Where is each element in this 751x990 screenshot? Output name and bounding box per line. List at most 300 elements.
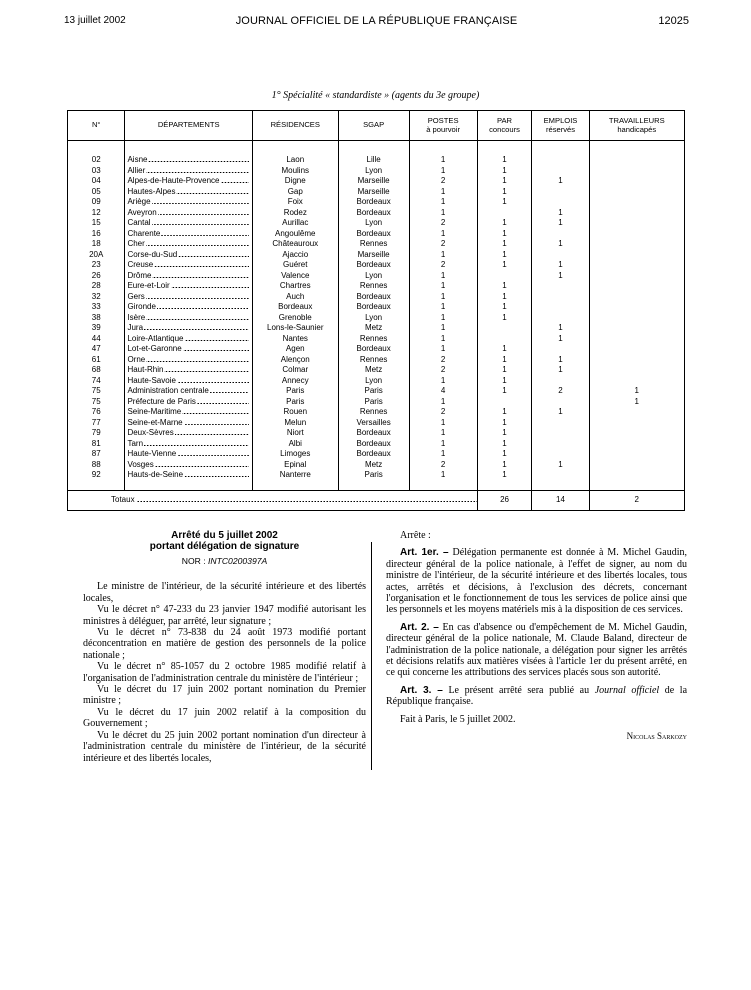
cell-dept	[125, 460, 252, 471]
leader-dots	[152, 271, 248, 278]
col-header-trav-l2: handicapés	[617, 124, 657, 134]
cell-emplois	[532, 281, 589, 292]
cell-sgap: Bordeaux	[338, 449, 409, 460]
article-1-text: Délégation permanente est donnée à M. Michel Gaudin, directeur général de la police nationale, à l'effet de signer, au nom du ministre de l'intérieur, de la sécurité intérieure et des libertés locales, tous actes, arrêtés et décisions, à l'exclusion des décrets, concernant l'organisation et le fonctionnement de tous les services de police ainsi que les personnels et les moyens matériels mis à la disposition de ces services.	[386, 547, 687, 616]
cell-num: 44	[68, 334, 125, 345]
cell-residence: Alençon	[252, 355, 338, 366]
header-journal-title: JOURNAL OFFICIEL DE LA RÉPUBLIQUE FRANÇAISE	[235, 15, 518, 27]
col-header-trav	[589, 111, 684, 141]
cell-concours: 1	[477, 239, 532, 250]
cell-postes: 1	[409, 166, 477, 177]
table-row	[68, 397, 685, 408]
cell-sgap: Rennes	[338, 355, 409, 366]
leader-dots	[221, 176, 249, 183]
cell-concours	[477, 397, 532, 408]
cell-emplois	[532, 376, 589, 387]
dept-name: Haute-Savoie	[127, 375, 176, 385]
cell-concours: 1	[477, 281, 532, 292]
cell-num: 28	[68, 281, 125, 292]
leader-dots	[178, 250, 249, 257]
cell-sgap: Lyon	[338, 218, 409, 229]
cell-emplois	[532, 344, 589, 355]
table-row	[68, 470, 685, 481]
leader-dots	[154, 260, 249, 267]
leader-dots	[184, 470, 249, 477]
cell-postes: 1	[409, 418, 477, 429]
cell-residence: Lons-le-Saunier	[252, 323, 338, 334]
cell-residence: Rodez	[252, 208, 338, 219]
col-header-residence: RÉSIDENCES	[252, 111, 338, 141]
cell-postes: 1	[409, 334, 477, 345]
cell-residence: Colmar	[252, 365, 338, 376]
cell-num: 16	[68, 229, 125, 240]
cell-residence: Nanterre	[252, 470, 338, 481]
cell-concours: 1	[477, 176, 532, 187]
cell-postes: 2	[409, 407, 477, 418]
cell-trav	[589, 271, 684, 282]
cell-num: 09	[68, 197, 125, 208]
cell-sgap: Bordeaux	[338, 229, 409, 240]
cell-sgap: Paris	[338, 386, 409, 397]
cell-trav	[589, 439, 684, 450]
cell-sgap: Bordeaux	[338, 439, 409, 450]
cell-residence: Bordeaux	[252, 302, 338, 313]
decree-title-line2: portant délégation de signature	[149, 541, 300, 552]
cell-residence: Annecy	[252, 376, 338, 387]
cell-postes: 1	[409, 323, 477, 334]
table-row	[68, 292, 685, 303]
cell-dept	[125, 187, 252, 198]
nor-label: NOR :	[181, 556, 206, 566]
table-row	[68, 386, 685, 397]
cell-concours: 1	[477, 155, 532, 166]
table-row	[68, 428, 685, 439]
cell-residence: Paris	[252, 397, 338, 408]
leader-dots	[176, 187, 248, 194]
cell-emplois: 1	[532, 218, 589, 229]
cell-concours: 1	[477, 460, 532, 471]
cell-residence: Moulins	[252, 166, 338, 177]
cell-residence: Niort	[252, 428, 338, 439]
decree-paragraph: Vu le décret n° 47-233 du 23 janvier 1947 modifié autorisant les ministres à déléguer, par arrêté, leur signature ;	[83, 604, 366, 627]
leader-dots	[158, 208, 249, 215]
cell-sgap: Bordeaux	[338, 208, 409, 219]
dept-name: Charente	[127, 228, 161, 238]
leader-dots	[185, 334, 249, 341]
cell-sgap: Metz	[338, 460, 409, 471]
leader-dots	[146, 292, 249, 299]
cell-dept	[125, 166, 252, 177]
cell-trav	[589, 166, 684, 177]
cell-residence: Gap	[252, 187, 338, 198]
table-row	[68, 302, 685, 313]
leader-dots	[210, 386, 249, 393]
leader-dots	[152, 197, 249, 204]
cell-emplois	[532, 187, 589, 198]
col-header-postes-l2: à pourvoir	[426, 124, 460, 134]
cell-emplois	[532, 250, 589, 261]
leader-dots	[152, 218, 249, 225]
cell-trav	[589, 218, 684, 229]
dept-name: Hautes-Alpes	[127, 186, 176, 196]
cell-emplois	[532, 292, 589, 303]
cell-residence: Auch	[252, 292, 338, 303]
cell-postes: 1	[409, 428, 477, 439]
cell-trav	[589, 418, 684, 429]
cell-dept	[125, 365, 252, 376]
table-row	[68, 271, 685, 282]
decree-paragraph: Vu le décret du 17 juin 2002 relatif à la composition du Gouvernement ;	[83, 706, 366, 730]
table-row	[68, 460, 685, 471]
cell-postes: 1	[409, 470, 477, 481]
cell-trav	[589, 407, 684, 418]
cell-residence: Epinal	[252, 460, 338, 471]
cell-emplois	[532, 197, 589, 208]
cell-postes: 1	[409, 292, 477, 303]
cell-emplois: 1	[532, 208, 589, 219]
cell-emplois: 1	[532, 460, 589, 471]
article-1	[386, 547, 687, 615]
cell-postes: 1	[409, 397, 477, 408]
cell-dept	[125, 218, 252, 229]
cell-emplois	[532, 449, 589, 460]
cell-postes: 1	[409, 302, 477, 313]
cell-emplois: 1	[532, 239, 589, 250]
cell-sgap: Rennes	[338, 281, 409, 292]
cell-residence: Melun	[252, 418, 338, 429]
cell-sgap: Lyon	[338, 313, 409, 324]
dept-name: Préfecture de Paris	[127, 396, 196, 406]
table-row	[68, 449, 685, 460]
article-2	[386, 622, 687, 679]
leader-dots	[146, 166, 249, 173]
cell-dept	[125, 355, 252, 366]
decree-paragraph: Vu le décret n° 73-838 du 24 août 1973 modifié portant déconcentration en matière de gestion des personnels de la police nationale ;	[83, 627, 366, 661]
cell-dept	[125, 397, 252, 408]
cell-num: 05	[68, 187, 125, 198]
cell-emplois: 1	[532, 407, 589, 418]
dept-name: Corse-du-Sud	[127, 249, 178, 259]
col-header-concours	[477, 111, 532, 141]
cell-trav	[589, 208, 684, 219]
cell-num: 20A	[68, 250, 125, 261]
cell-residence: Chartres	[252, 281, 338, 292]
cell-num: 61	[68, 355, 125, 366]
cell-sgap: Bordeaux	[338, 302, 409, 313]
cell-emplois: 1	[532, 365, 589, 376]
header-page-number: 12025	[658, 15, 689, 27]
cell-concours: 1	[477, 250, 532, 261]
cell-dept	[125, 229, 252, 240]
table-row	[68, 281, 685, 292]
dept-name: Deux-Sèvres	[127, 428, 174, 437]
table-row	[68, 313, 685, 324]
article-3	[386, 685, 687, 708]
decree-paragraph: Vu le décret du 25 juin 2002 portant nomination d'un directeur à l'administration centrale du ministère de l'intérieur, de la sécurité intérieure et des libertés locales,	[83, 729, 366, 764]
cell-sgap: Versailles	[338, 418, 409, 429]
cell-postes: 2	[409, 239, 477, 250]
column-divider	[371, 542, 372, 770]
cell-emplois: 1	[532, 334, 589, 345]
cell-concours: 1	[477, 260, 532, 271]
cell-sgap: Bordeaux	[338, 260, 409, 271]
cell-postes: 1	[409, 155, 477, 166]
table-end-spacer-row	[68, 481, 685, 491]
cell-concours	[477, 334, 532, 345]
cell-trav	[589, 250, 684, 261]
cell-postes: 1	[409, 344, 477, 355]
dept-name: Alpes-de-Haute-Provence	[127, 176, 220, 185]
cell-sgap: Lille	[338, 155, 409, 166]
cell-postes: 4	[409, 386, 477, 397]
decree-title-line1: Arrêté du 5 juillet 2002	[171, 530, 278, 541]
cell-num: 74	[68, 376, 125, 387]
table-row	[68, 355, 685, 366]
cell-emplois	[532, 439, 589, 450]
cell-num: 26	[68, 271, 125, 282]
cell-trav	[589, 470, 684, 481]
dept-name: Cher	[127, 239, 145, 248]
decree-left-column	[83, 530, 366, 764]
cell-dept	[125, 376, 252, 387]
cell-concours: 1	[477, 376, 532, 387]
cell-concours: 1	[477, 229, 532, 240]
cell-concours: 1	[477, 418, 532, 429]
dept-name: Aveyron	[127, 207, 157, 217]
cell-trav	[589, 355, 684, 366]
cell-num: 92	[68, 470, 125, 481]
cell-sgap: Bordeaux	[338, 428, 409, 439]
cell-postes: 1	[409, 208, 477, 219]
cell-dept	[125, 418, 252, 429]
cell-residence: Aurillac	[252, 218, 338, 229]
cell-concours: 1	[477, 218, 532, 229]
dept-name: Seine-et-Marne	[127, 417, 183, 427]
cell-concours: 1	[477, 355, 532, 366]
cell-concours: 1	[477, 197, 532, 208]
leader-dots	[177, 376, 249, 383]
cell-sgap: Rennes	[338, 407, 409, 418]
cell-postes: 2	[409, 460, 477, 471]
cell-trav	[589, 260, 684, 271]
article-3-label: Art. 3. –	[400, 684, 443, 696]
leader-dots	[161, 229, 249, 236]
cell-num: 76	[68, 407, 125, 418]
table-row	[68, 218, 685, 229]
cell-emplois	[532, 302, 589, 313]
cell-sgap: Lyon	[338, 271, 409, 282]
dept-name: Seine-Maritime	[127, 407, 182, 416]
leader-dots	[148, 155, 248, 162]
cell-trav	[589, 344, 684, 355]
cell-emplois	[532, 166, 589, 177]
leader-dots	[157, 302, 249, 309]
table-row	[68, 176, 685, 187]
cell-residence: Valence	[252, 271, 338, 282]
total-leader-dots	[137, 495, 477, 502]
cell-trav: 1	[589, 386, 684, 397]
total-emplois: 14	[532, 490, 589, 510]
dept-name: Lot-et-Garonne	[127, 344, 182, 353]
col-header-emplois-l1: EMPLOIS	[543, 116, 578, 126]
col-header-postes-l1: POSTES	[427, 116, 459, 126]
leader-dots	[184, 418, 249, 425]
cell-sgap: Metz	[338, 365, 409, 376]
dept-name: Gironde	[127, 302, 156, 311]
cell-dept	[125, 271, 252, 282]
cell-postes: 2	[409, 218, 477, 229]
table-row	[68, 334, 685, 345]
total-travailleurs: 2	[589, 490, 684, 510]
cell-trav	[589, 449, 684, 460]
article-3-journal: Journal officiel	[594, 684, 660, 696]
cell-emplois: 1	[532, 271, 589, 282]
total-label-cell	[68, 490, 478, 510]
leader-dots	[146, 313, 249, 320]
col-header-emplois	[532, 111, 589, 141]
decree-paragraph: Vu le décret n° 85-1057 du 2 octobre 1985 modifié relatif à l'organisation de l'administration centrale du ministère de l'intérieur ;	[83, 661, 366, 684]
cell-postes: 1	[409, 313, 477, 324]
cell-emplois	[532, 155, 589, 166]
cell-trav	[589, 323, 684, 334]
col-header-dept: DÉPARTEMENTS	[125, 111, 252, 141]
decree-right-column	[386, 530, 687, 743]
cell-concours: 1	[477, 439, 532, 450]
dept-name: Cantal	[127, 218, 151, 227]
decree-paragraph: Le ministre de l'intérieur, de la sécurité intérieure et des libertés locales,	[83, 581, 366, 604]
nor-value: INTC0200397A	[208, 556, 268, 566]
total-label: Totaux	[111, 494, 135, 504]
table-row	[68, 407, 685, 418]
cell-postes: 2	[409, 176, 477, 187]
cell-sgap: Paris	[338, 470, 409, 481]
cell-postes: 1	[409, 281, 477, 292]
decree-arrete: Arrête :	[400, 530, 431, 541]
leader-dots	[164, 365, 248, 372]
leader-dots	[144, 323, 249, 330]
cell-trav	[589, 428, 684, 439]
cell-concours: 1	[477, 470, 532, 481]
cell-dept	[125, 197, 252, 208]
cell-residence: Agen	[252, 344, 338, 355]
leader-dots	[144, 439, 249, 446]
dept-name: Administration centrale	[127, 386, 209, 395]
cell-emplois: 1	[532, 355, 589, 366]
cell-postes: 1	[409, 229, 477, 240]
table-spacer-row	[68, 141, 685, 156]
departments-table	[67, 110, 685, 511]
cell-sgap: Bordeaux	[338, 344, 409, 355]
table-row	[68, 344, 685, 355]
cell-trav	[589, 229, 684, 240]
cell-num: 79	[68, 428, 125, 439]
cell-sgap: Lyon	[338, 166, 409, 177]
article-2-label: Art. 2. –	[400, 621, 439, 633]
cell-emplois	[532, 428, 589, 439]
table-row	[68, 260, 685, 271]
dept-name: Eure-et-Loir	[127, 281, 170, 290]
table-row	[68, 239, 685, 250]
table-row	[68, 250, 685, 261]
col-header-concours-l1: PAR	[496, 116, 513, 126]
cell-emplois	[532, 313, 589, 324]
cell-trav	[589, 176, 684, 187]
cell-residence: Ajaccio	[252, 250, 338, 261]
cell-dept	[125, 250, 252, 261]
cell-trav	[589, 155, 684, 166]
cell-trav	[589, 292, 684, 303]
cell-residence: Nantes	[252, 334, 338, 345]
dept-name: Allier	[127, 165, 146, 175]
cell-trav	[589, 197, 684, 208]
cell-trav	[589, 302, 684, 313]
cell-trav	[589, 239, 684, 250]
table-row	[68, 208, 685, 219]
leader-dots	[155, 460, 249, 467]
cell-num: 18	[68, 239, 125, 250]
cell-sgap: Bordeaux	[338, 292, 409, 303]
cell-concours: 1	[477, 344, 532, 355]
cell-dept	[125, 208, 252, 219]
table-row	[68, 166, 685, 177]
cell-concours: 1	[477, 428, 532, 439]
leader-dots	[146, 239, 249, 246]
cell-emplois	[532, 229, 589, 240]
decree-fait: Fait à Paris, le 5 juillet 2002.	[400, 713, 516, 725]
cell-concours: 1	[477, 365, 532, 376]
dept-name: Drôme	[127, 270, 152, 280]
cell-postes: 1	[409, 250, 477, 261]
cell-num: 77	[68, 418, 125, 429]
cell-num: 12	[68, 208, 125, 219]
cell-dept	[125, 239, 252, 250]
table-row	[68, 197, 685, 208]
dept-name: Jura	[127, 323, 144, 332]
cell-num: 15	[68, 218, 125, 229]
cell-num: 47	[68, 344, 125, 355]
table-row	[68, 418, 685, 429]
cell-emplois	[532, 418, 589, 429]
cell-concours: 1	[477, 386, 532, 397]
cell-residence: Foix	[252, 197, 338, 208]
dept-name: Ariège	[127, 197, 151, 206]
table-row	[68, 229, 685, 240]
cell-num: 75	[68, 397, 125, 408]
cell-concours: 1	[477, 302, 532, 313]
cell-trav	[589, 281, 684, 292]
cell-trav	[589, 187, 684, 198]
table-row	[68, 376, 685, 387]
cell-dept	[125, 323, 252, 334]
table-header-row	[68, 111, 685, 141]
cell-trav: 1	[589, 397, 684, 408]
dept-name: Creuse	[127, 260, 154, 269]
dept-name: Aisne	[127, 155, 148, 164]
cell-trav	[589, 313, 684, 324]
article-2-text: En cas d'absence ou d'empêchement de M. Michel Gaudin, directeur général de la police nationale, M. Claude Baland, directeur de l'administration de la police nationale, a délégation pour signer les arrêtés et décisions relatifs aux matières visées à l'article 1er du présent arrêté, en ce qui concerne les attributions des services placés sous son autorité.	[386, 621, 688, 679]
cell-postes: 1	[409, 187, 477, 198]
cell-residence: Paris	[252, 386, 338, 397]
cell-residence: Châteauroux	[252, 239, 338, 250]
cell-dept	[125, 407, 252, 418]
cell-concours: 1	[477, 407, 532, 418]
cell-residence: Albi	[252, 439, 338, 450]
cell-emplois: 1	[532, 260, 589, 271]
header-date: 13 juillet 2002	[64, 15, 126, 26]
cell-emplois: 2	[532, 386, 589, 397]
table-caption: 1° Spécialité « standardiste » (agents du 3e groupe)	[271, 90, 480, 101]
cell-trav	[589, 365, 684, 376]
